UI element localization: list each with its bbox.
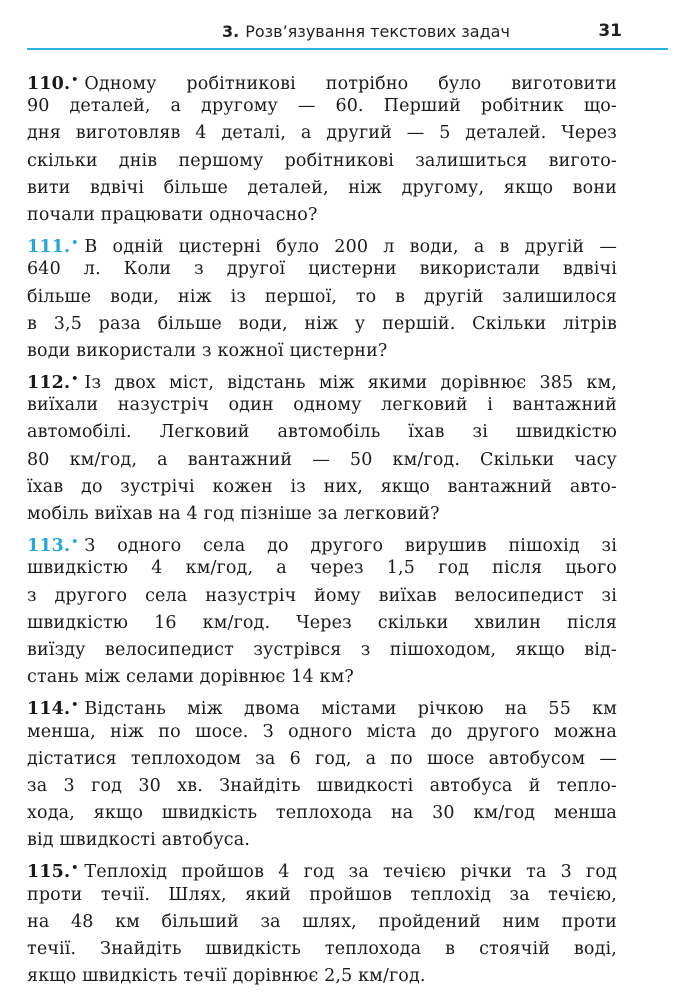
problem-line	[27, 664, 617, 691]
problem-text: З одного села до другого вирушив пішохід зі	[84, 536, 617, 557]
problem-text: швидкістю 4 км/год, а через 1,5 год після цього	[27, 558, 617, 579]
problem-111	[27, 229, 617, 365]
problem-112	[27, 365, 617, 528]
problem-text: менша, ніж по шосе. З одного міста до другого можна	[27, 721, 617, 742]
problem-line	[27, 719, 617, 746]
difficulty-marker: •	[71, 535, 79, 549]
problem-line	[27, 637, 617, 664]
difficulty-marker: •	[71, 861, 79, 875]
problem-line	[27, 311, 617, 338]
problem-text: на 48 км більший за шлях, пройдений ним проти	[27, 911, 617, 932]
problem-line	[27, 827, 617, 854]
problem-line	[27, 419, 617, 446]
problem-text: 90 деталей, а другому — 60. Перший робітник що-	[27, 96, 617, 117]
problem-text: вити вдвічі більше деталей, ніж другому, якщо вони	[27, 177, 617, 198]
problem-text: 80 км/год, а вантажний — 50 км/год. Скільки часу	[27, 449, 617, 470]
problem-line	[27, 773, 617, 800]
problem-text: в 3,5 раза більше води, ніж у першій. Скільки літрів	[27, 313, 617, 334]
problem-text: течії. Знайдіть швидкість теплохода в стоячій воді,	[27, 939, 617, 959]
problem-number: 115.	[27, 862, 71, 883]
chapter-number: 3.	[222, 22, 240, 41]
problem-text: Теплохід пройшов 4 год за течією річки та 3 год	[84, 862, 617, 883]
problem-line	[27, 148, 617, 175]
difficulty-marker: •	[71, 73, 79, 86]
problem-113	[27, 528, 617, 691]
problem-114	[27, 691, 617, 854]
problem-line	[27, 963, 617, 990]
problem-text: стань між селами дорівнює 14 км?	[27, 667, 354, 688]
problem-line	[27, 610, 617, 637]
problem-line	[27, 474, 617, 501]
problem-text: В одній цистерні було 200 л води, а в другій —	[84, 237, 617, 258]
problem-line	[27, 202, 617, 229]
problem-number: 111.	[27, 237, 71, 258]
problem-110	[27, 66, 617, 229]
problem-text: Відстань між двома містами річкою на 55 км	[84, 699, 617, 720]
problem-line	[27, 365, 617, 392]
problem-text: більше води, ніж із першої, то в другій залишилося	[27, 286, 617, 307]
problem-text: виїзду велосипедист зустрівся з пішоходом, якщо від-	[27, 639, 617, 660]
problem-text: автомобілі. Легковий автомобіль їхав зі швидкістю	[27, 422, 617, 443]
problem-line	[27, 501, 617, 528]
problem-line	[27, 447, 617, 474]
problem-line	[27, 120, 617, 147]
problem-text: якщо швидкість течії дорівнює 2,5 км/год.	[27, 966, 426, 987]
page-header	[27, 18, 668, 50]
problem-text: почали працювати одночасно?	[27, 204, 318, 225]
problem-line	[27, 528, 617, 555]
problem-line	[27, 691, 617, 718]
problem-number: 110.	[27, 74, 71, 94]
problem-number: 113.	[27, 536, 71, 557]
problem-text: за 3 год 30 хв. Знайдіть швидкості автобуса й тепло-	[27, 775, 617, 796]
problem-115	[27, 854, 617, 990]
problem-line	[27, 583, 617, 610]
problem-text: з другого села назустріч йому виїхав велосипедист зі	[27, 585, 617, 606]
problem-line	[27, 936, 617, 963]
problem-text: швидкістю 16 км/год. Через скільки хвилин після	[27, 612, 617, 633]
problem-text: дня виготовляв 4 деталі, а другий — 5 деталей. Через	[27, 123, 617, 144]
problem-text: Одному робітникові потрібно було виготовити	[84, 74, 617, 94]
problem-text: хода, якщо швидкість теплохода на 30 км/год менша	[27, 803, 617, 824]
difficulty-marker: •	[71, 372, 79, 386]
problem-line	[27, 229, 617, 256]
problem-text: води використали з кожної цистерни?	[27, 340, 388, 361]
problem-text: скільки днів першому робітникові залишиться вигото-	[27, 150, 617, 171]
problem-line	[27, 93, 617, 120]
problem-text: проти течії. Шлях, який пройшов теплохід за течією,	[27, 884, 617, 905]
problem-line	[27, 256, 617, 283]
problem-number: 112.	[27, 373, 71, 394]
problem-line	[27, 854, 617, 881]
difficulty-marker: •	[71, 698, 79, 712]
problem-text: виїхали назустріч один одному легковий і вантажний	[27, 395, 617, 416]
difficulty-marker: •	[71, 236, 79, 250]
problem-text: від швидкості автобуса.	[27, 830, 251, 851]
problem-line	[27, 909, 617, 936]
problem-text: 640 л. Коли з другої цистерни використали вдвічі	[27, 259, 617, 280]
problem-line	[27, 800, 617, 827]
chapter-title: Розв’язування текстових задач	[245, 22, 510, 41]
running-title	[222, 22, 510, 41]
problem-line	[27, 175, 617, 202]
problem-line	[27, 66, 617, 93]
problem-text: мобіль виїхав на 4 год пізніше за легковий?	[27, 504, 440, 524]
page-number: 31	[598, 21, 622, 41]
problem-line	[27, 746, 617, 773]
problem-line	[27, 555, 617, 582]
problem-line	[27, 882, 617, 909]
problem-number: 114.	[27, 699, 71, 720]
problem-line	[27, 284, 617, 311]
problems-list	[27, 66, 617, 990]
problem-text: Із двох міст, відстань між якими дорівнює 385 км,	[84, 373, 617, 394]
problem-text: дістатися теплоходом за 6 год, а по шосе автобусом —	[27, 748, 617, 769]
problem-line	[27, 338, 617, 365]
problem-text: їхав до зустрічі кожен із них, якщо вантажний авто-	[27, 476, 617, 497]
problem-line	[27, 392, 617, 419]
